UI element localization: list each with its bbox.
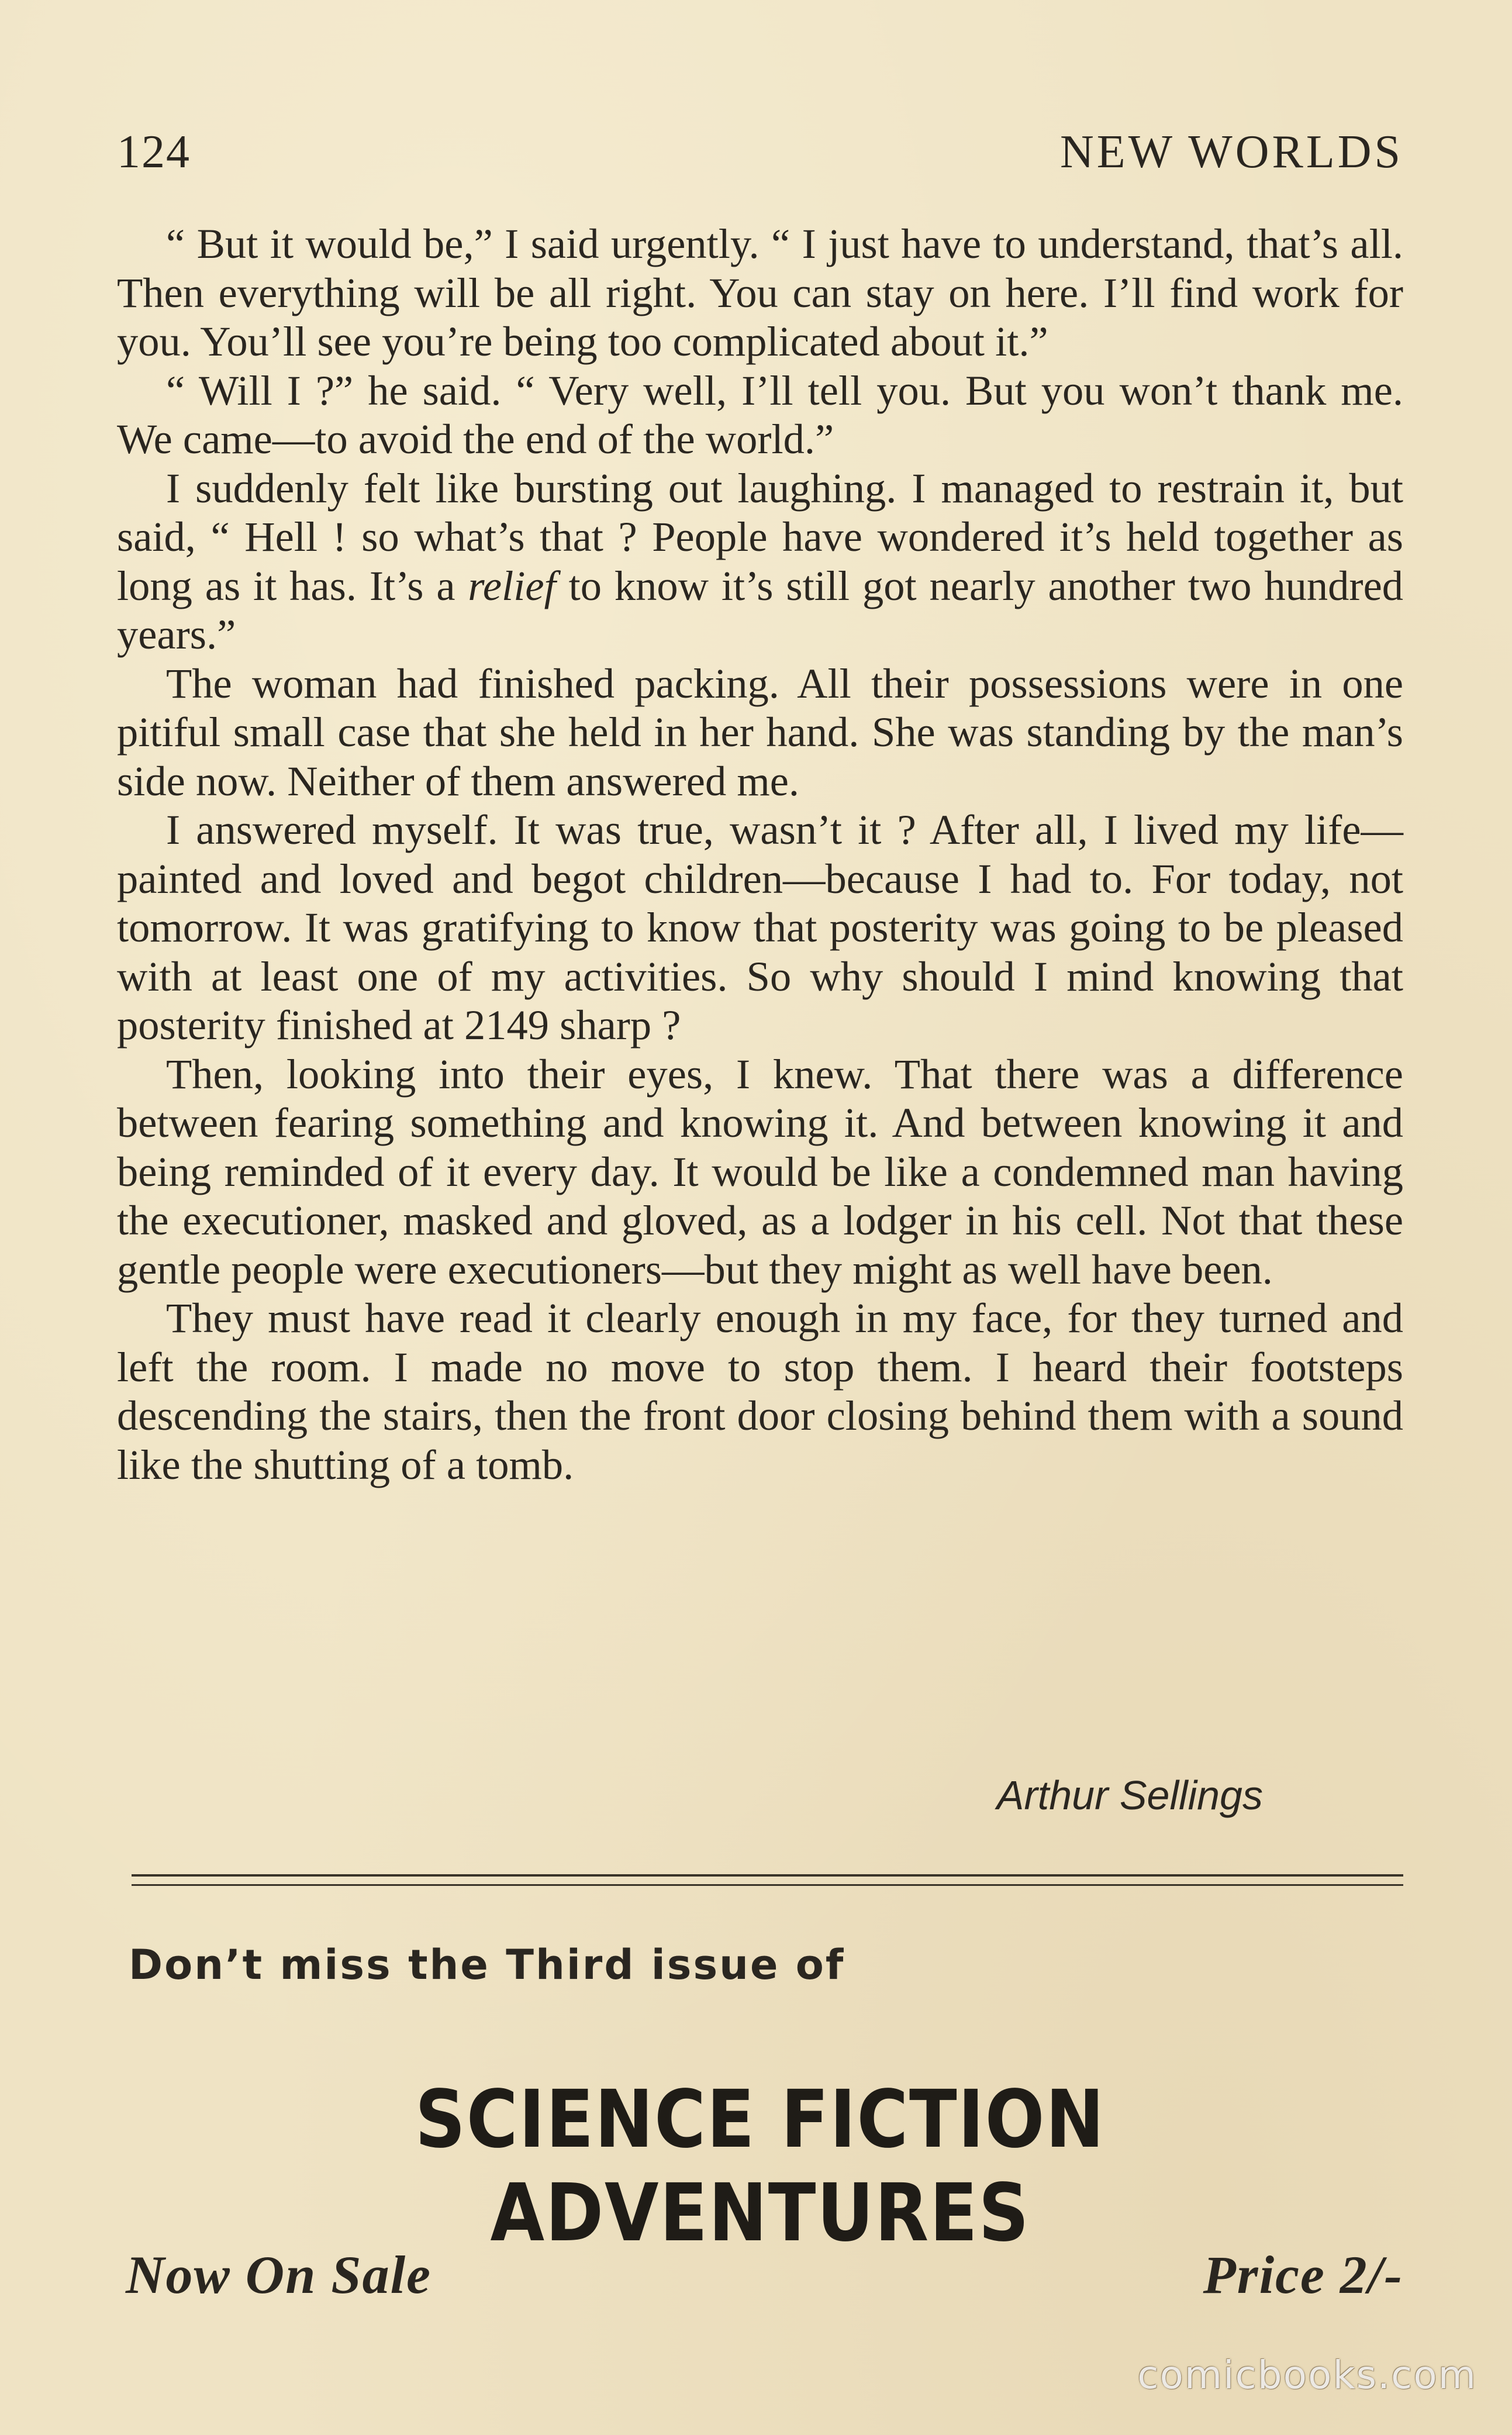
paragraph: “ Will I ?” he said. “ Very well, I’ll tell you. But you won’t thank me. We came—to avoid the end of the world.” [117,366,1403,463]
paragraph-text: to know it’s still got nearly another two hundred years.” [117,561,1403,658]
divider-rule [132,1874,1403,1877]
paragraph: “ But it would be,” I said urgently. “ I just have to understand, that’s all. Then everything will be all right. You can stay on here. I’ll find work for you. You’ll see you’re being too complicated about it.” [117,220,1403,365]
ad-price: Price 2/- [1203,2245,1403,2305]
paragraph: They must have read it clearly enough in my face, for they turned and left the room. I made no move to stop them. I heard their footsteps descending the stairs, then the front door closing behind them with a sound like the shutting of a tomb. [117,1294,1403,1488]
story-text [117,219,1403,1489]
paragraph-text: I suddenly felt like bursting out laughing. I managed to restrain it, but said, “ Hell ! so what’s that ? People have wondered it’s held together as long as it has. It’s a [117,464,1403,609]
ad-title: SCIENCE FICTION ADVENTURES [415,2074,1106,2260]
paragraph: The woman had finished packing. All their possessions were in one pitiful small case that she held in her hand. She was standing by the man’s side now. Neither of them answered me. [117,659,1403,805]
author-byline: Arthur Sellings [996,1772,1263,1818]
page-number: 124 [117,126,191,178]
watermark: comicbooks.com [1137,2353,1477,2398]
running-head: NEW WORLDS [1059,126,1403,178]
ad-availability: Now On Sale [126,2245,431,2305]
divider-rule [132,1884,1403,1886]
paragraph [117,464,1403,659]
ad-teaser: Don’t miss the Third issue of [129,1941,845,1989]
paragraph: Then, looking into their eyes, I knew. That there was a difference between fearing something and knowing it. And between knowing it and being reminded of it every day. It would be like a condemned man having the executioner, masked and gloved, as a lodger in his cell. Not that these gentle people were executioners—but they might as well have been. [117,1050,1403,1293]
paragraph: I answered myself. It was true, wasn’t it ? After all, I lived my life—painted and loved and begot children—because I had to. For today, not tomorrow. It was gratifying to know that posterity was going to be pleased with at least one of my activities. So why should I mind knowing that posterity finished at 2149 sharp ? [117,806,1403,1049]
emphasized-word: relief [468,561,556,609]
page-header [117,123,1403,181]
